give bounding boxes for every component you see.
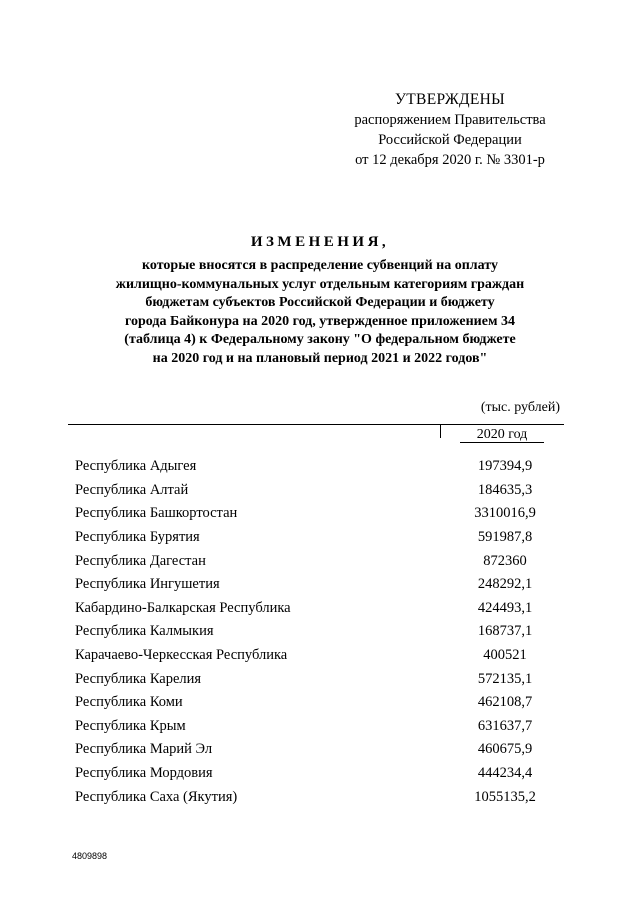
document-title: ИЗМЕНЕНИЯ, bbox=[250, 234, 390, 250]
table-row bbox=[75, 620, 565, 644]
table-row bbox=[75, 526, 565, 550]
region-name: Республика Башкортостан bbox=[75, 505, 238, 522]
table-row bbox=[75, 597, 565, 621]
table-row bbox=[75, 549, 565, 573]
region-name: Кабардино-Балкарская Республика bbox=[75, 599, 291, 616]
subsidy-value: 168737,1 bbox=[477, 623, 533, 640]
table-row bbox=[75, 644, 565, 668]
subsidy-value: 444234,4 bbox=[477, 765, 533, 782]
subsidy-value: 197394,9 bbox=[477, 458, 533, 475]
table-row bbox=[75, 502, 565, 526]
region-name: Республика Дагестан bbox=[75, 552, 206, 569]
subtitle-line: на 2020 год и на плановый период 2021 и 2022 годов" bbox=[152, 350, 488, 366]
subsidy-value: 572135,1 bbox=[477, 670, 533, 687]
subsidy-table bbox=[75, 455, 565, 809]
column-header-year: 2020 год bbox=[476, 427, 528, 442]
subsidy-value: 631637,7 bbox=[477, 717, 533, 734]
region-name: Карачаево-Черкесская Республика bbox=[75, 647, 288, 664]
region-name: Республика Коми bbox=[75, 694, 183, 711]
table-row bbox=[75, 762, 565, 786]
document-code: 4809898 bbox=[72, 851, 108, 861]
subsidy-value: 872360 bbox=[483, 552, 527, 569]
subsidy-value: 591987,8 bbox=[477, 529, 533, 546]
approval-country: Российской Федерации bbox=[378, 132, 522, 148]
region-name: Республика Алтай bbox=[75, 481, 189, 498]
region-name: Республика Крым bbox=[75, 717, 186, 734]
region-name: Республика Калмыкия bbox=[75, 623, 214, 640]
region-name: Республика Мордовия bbox=[75, 765, 213, 782]
region-name: Республика Адыгея bbox=[75, 458, 197, 475]
subsidy-value: 400521 bbox=[483, 647, 527, 664]
subtitle-line: города Байконура на 2020 год, утвержденное приложением 34 bbox=[124, 313, 515, 329]
table-top-rule bbox=[68, 424, 564, 425]
approval-issuer: распоряжением Правительства bbox=[354, 112, 546, 128]
subtitle-line: бюджетам субъектов Российской Федерации и бюджету bbox=[145, 295, 495, 311]
table-row bbox=[75, 479, 565, 503]
approval-date-number: от 12 декабря 2020 г. № 3301-р bbox=[355, 152, 545, 168]
table-row bbox=[75, 573, 565, 597]
subsidy-value: 462108,7 bbox=[477, 694, 533, 711]
region-name: Республика Ингушетия bbox=[75, 576, 220, 593]
subtitle-line: (таблица 4) к Федеральному закону "О федеральном бюджете bbox=[124, 332, 516, 348]
subsidy-value: 3310016,9 bbox=[474, 505, 536, 522]
approval-block bbox=[330, 90, 570, 170]
column-header-rule bbox=[460, 442, 544, 443]
table-row bbox=[75, 455, 565, 479]
subsidy-value: 460675,9 bbox=[477, 741, 533, 758]
table-row bbox=[75, 667, 565, 691]
table-column-divider bbox=[440, 424, 441, 438]
subtitle-line: которые вносятся в распределение субвенций на оплату bbox=[142, 258, 498, 273]
subsidy-value: 1055135,2 bbox=[474, 788, 536, 805]
table-row bbox=[75, 738, 565, 762]
document-subtitle bbox=[80, 257, 560, 369]
units-label: (тыс. рублей) bbox=[480, 400, 560, 415]
region-name: Республика Бурятия bbox=[75, 529, 200, 546]
table-row bbox=[75, 785, 565, 809]
region-name: Республика Саха (Якутия) bbox=[75, 788, 238, 805]
subtitle-line: жилищно-коммунальных услуг отдельным категориям граждан bbox=[115, 276, 525, 292]
region-name: Республика Карелия bbox=[75, 670, 202, 687]
subsidy-value: 424493,1 bbox=[477, 599, 533, 616]
subsidy-value: 248292,1 bbox=[477, 576, 533, 593]
approval-heading: УТВЕРЖДЕНЫ bbox=[395, 91, 505, 108]
table-row bbox=[75, 691, 565, 715]
region-name: Республика Марий Эл bbox=[75, 741, 213, 758]
subsidy-value: 184635,3 bbox=[477, 481, 533, 498]
table-row bbox=[75, 715, 565, 739]
